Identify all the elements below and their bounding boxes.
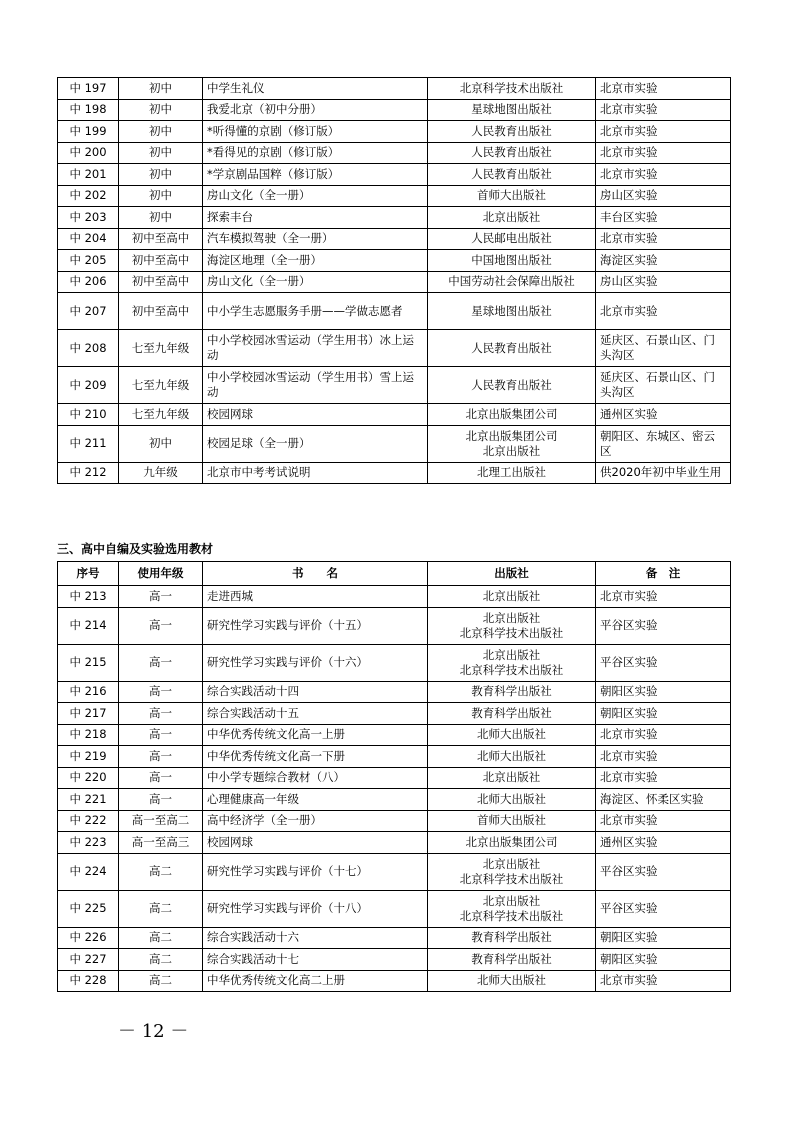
table-row — [58, 330, 731, 367]
publisher-cell: 教育科学出版社 — [428, 703, 596, 725]
num-cell: 中 215 — [58, 644, 119, 681]
note-cell: 朝阳区实验 — [596, 927, 731, 949]
grade-cell: 高一 — [119, 644, 203, 681]
publisher-cell: 北京出版社 — [428, 586, 596, 608]
table-row — [58, 462, 731, 484]
publisher-cell: 北京出版社 北京科学技术出版社 — [428, 890, 596, 927]
book-name-cell: 心理健康高一年级 — [203, 789, 428, 811]
publisher-cell: 北京出版社 — [428, 207, 596, 229]
note-cell: 平谷区实验 — [596, 607, 731, 644]
table-row — [58, 185, 731, 207]
table-row — [58, 425, 731, 462]
note-cell: 海淀区实验 — [596, 250, 731, 272]
grade-cell: 初中 — [119, 185, 203, 207]
table-row — [58, 970, 731, 992]
publisher-cell: 中国劳动社会保障出版社 — [428, 271, 596, 293]
book-name-cell: 走进西城 — [203, 586, 428, 608]
header-grade: 使用年级 — [119, 562, 203, 586]
book-name-cell: *看得见的京剧（修订版） — [203, 142, 428, 164]
table-row — [58, 927, 731, 949]
table-row — [58, 810, 731, 832]
grade-cell: 七至九年级 — [119, 367, 203, 404]
num-cell: 中 211 — [58, 425, 119, 462]
publisher-cell: 首师大出版社 — [428, 185, 596, 207]
grade-cell: 九年级 — [119, 462, 203, 484]
publisher-cell: 星球地图出版社 — [428, 99, 596, 121]
book-name-cell: 中小学校园冰雪运动（学生用书）雪上运动 — [203, 367, 428, 404]
num-cell: 中 222 — [58, 810, 119, 832]
table-row — [58, 271, 731, 293]
note-cell: 平谷区实验 — [596, 853, 731, 890]
note-cell: 北京市实验 — [596, 810, 731, 832]
num-cell: 中 207 — [58, 293, 119, 330]
table-row — [58, 767, 731, 789]
book-name-cell: 中小学生志愿服务手册——学做志愿者 — [203, 293, 428, 330]
grade-cell: 高二 — [119, 853, 203, 890]
note-cell: 延庆区、石景山区、门头沟区 — [596, 330, 731, 367]
num-cell: 中 214 — [58, 607, 119, 644]
note-cell: 北京市实验 — [596, 767, 731, 789]
num-cell: 中 228 — [58, 970, 119, 992]
table-row — [58, 367, 731, 404]
publisher-cell: 北京科学技术出版社 — [428, 78, 596, 100]
note-cell: 朝阳区实验 — [596, 681, 731, 703]
table-row — [58, 949, 731, 971]
grade-cell: 初中至高中 — [119, 250, 203, 272]
note-cell: 北京市实验 — [596, 142, 731, 164]
book-name-cell: 中华优秀传统文化高一上册 — [203, 724, 428, 746]
note-cell: 延庆区、石景山区、门头沟区 — [596, 367, 731, 404]
publisher-cell: 首师大出版社 — [428, 810, 596, 832]
table-row — [58, 607, 731, 644]
publisher-cell: 北京出版集团公司 北京出版社 — [428, 425, 596, 462]
grade-cell: 初中至高中 — [119, 271, 203, 293]
grade-cell: 七至九年级 — [119, 330, 203, 367]
note-cell: 北京市实验 — [596, 970, 731, 992]
grade-cell: 初中 — [119, 99, 203, 121]
publisher-cell: 北京出版社 — [428, 767, 596, 789]
book-name-cell: *听得懂的京剧（修订版） — [203, 121, 428, 143]
grade-cell: 高一至高二 — [119, 810, 203, 832]
num-cell: 中 204 — [58, 228, 119, 250]
num-cell: 中 216 — [58, 681, 119, 703]
publisher-cell: 教育科学出版社 — [428, 681, 596, 703]
book-name-cell: 房山文化（全一册） — [203, 185, 428, 207]
book-name-cell: 汽车模拟驾驶（全一册） — [203, 228, 428, 250]
grade-cell: 高一 — [119, 703, 203, 725]
num-cell: 中 197 — [58, 78, 119, 100]
note-cell: 北京市实验 — [596, 228, 731, 250]
num-cell: 中 198 — [58, 99, 119, 121]
note-cell: 平谷区实验 — [596, 890, 731, 927]
grade-cell: 高二 — [119, 949, 203, 971]
header-note: 备 注 — [596, 562, 731, 586]
book-name-cell: 中华优秀传统文化高二上册 — [203, 970, 428, 992]
grade-cell: 高一 — [119, 789, 203, 811]
grade-cell: 初中 — [119, 78, 203, 100]
publisher-cell: 人民邮电出版社 — [428, 228, 596, 250]
grade-cell: 初中至高中 — [119, 293, 203, 330]
book-name-cell: 中小学专题综合教材（八） — [203, 767, 428, 789]
section-title: 三、高中自编及实验选用教材 — [57, 542, 214, 556]
publisher-cell: 北理工出版社 — [428, 462, 596, 484]
table-row — [58, 293, 731, 330]
book-name-cell: 校园足球（全一册） — [203, 425, 428, 462]
grade-cell: 高一 — [119, 586, 203, 608]
publisher-cell: 北京出版社 北京科学技术出版社 — [428, 853, 596, 890]
table-body — [58, 78, 731, 484]
num-cell: 中 205 — [58, 250, 119, 272]
publisher-cell: 北京出版集团公司 — [428, 832, 596, 854]
publisher-cell: 北京出版社 北京科学技术出版社 — [428, 607, 596, 644]
table-row — [58, 99, 731, 121]
num-cell: 中 213 — [58, 586, 119, 608]
publisher-cell: 北师大出版社 — [428, 746, 596, 768]
num-cell: 中 219 — [58, 746, 119, 768]
table-row — [58, 207, 731, 229]
num-cell: 中 218 — [58, 724, 119, 746]
publisher-cell: 北师大出版社 — [428, 970, 596, 992]
grade-cell: 高二 — [119, 890, 203, 927]
book-name-cell: 北京市中考考试说明 — [203, 462, 428, 484]
table-body — [58, 586, 731, 992]
num-cell: 中 212 — [58, 462, 119, 484]
header-name: 书 名 — [203, 562, 428, 586]
grade-cell: 初中 — [119, 164, 203, 186]
num-cell: 中 217 — [58, 703, 119, 725]
num-cell: 中 201 — [58, 164, 119, 186]
grade-cell: 高一 — [119, 607, 203, 644]
num-cell: 中 224 — [58, 853, 119, 890]
publisher-cell: 中国地图出版社 — [428, 250, 596, 272]
book-name-cell: 校园网球 — [203, 832, 428, 854]
table-row — [58, 404, 731, 426]
table-row — [58, 703, 731, 725]
publisher-cell: 人民教育出版社 — [428, 330, 596, 367]
grade-cell: 高二 — [119, 970, 203, 992]
table-row — [58, 746, 731, 768]
table-row — [58, 228, 731, 250]
table-row — [58, 832, 731, 854]
num-cell: 中 206 — [58, 271, 119, 293]
book-name-cell: 中华优秀传统文化高一下册 — [203, 746, 428, 768]
note-cell: 平谷区实验 — [596, 644, 731, 681]
grade-cell: 高一至高三 — [119, 832, 203, 854]
publisher-cell: 教育科学出版社 — [428, 949, 596, 971]
num-cell: 中 202 — [58, 185, 119, 207]
num-cell: 中 200 — [58, 142, 119, 164]
note-cell: 北京市实验 — [596, 746, 731, 768]
note-cell: 北京市实验 — [596, 78, 731, 100]
note-cell: 朝阳区实验 — [596, 703, 731, 725]
publisher-cell: 人民教育出版社 — [428, 367, 596, 404]
table-row — [58, 890, 731, 927]
book-name-cell: 中学生礼仪 — [203, 78, 428, 100]
book-name-cell: 房山文化（全一册） — [203, 271, 428, 293]
grade-cell: 七至九年级 — [119, 404, 203, 426]
textbook-table-middle-school — [57, 77, 731, 484]
num-cell: 中 220 — [58, 767, 119, 789]
book-name-cell: 综合实践活动十四 — [203, 681, 428, 703]
note-cell: 北京市实验 — [596, 724, 731, 746]
publisher-cell: 教育科学出版社 — [428, 927, 596, 949]
grade-cell: 初中 — [119, 425, 203, 462]
publisher-cell: 人民教育出版社 — [428, 164, 596, 186]
grade-cell: 初中 — [119, 142, 203, 164]
table-row — [58, 164, 731, 186]
note-cell: 北京市实验 — [596, 586, 731, 608]
grade-cell: 高一 — [119, 681, 203, 703]
header-publisher: 出版社 — [428, 562, 596, 586]
grade-cell: 高一 — [119, 746, 203, 768]
header-num: 序号 — [58, 562, 119, 586]
grade-cell: 高一 — [119, 767, 203, 789]
table-row — [58, 681, 731, 703]
note-cell: 北京市实验 — [596, 164, 731, 186]
publisher-cell: 北师大出版社 — [428, 724, 596, 746]
note-cell: 海淀区、怀柔区实验 — [596, 789, 731, 811]
num-cell: 中 223 — [58, 832, 119, 854]
publisher-cell: 人民教育出版社 — [428, 142, 596, 164]
page-number: － 12 － — [118, 1021, 189, 1042]
table-row — [58, 789, 731, 811]
grade-cell: 高一 — [119, 724, 203, 746]
publisher-cell: 人民教育出版社 — [428, 121, 596, 143]
publisher-cell: 北师大出版社 — [428, 789, 596, 811]
book-name-cell: 研究性学习实践与评价（十七） — [203, 853, 428, 890]
publisher-cell: 北京出版社 北京科学技术出版社 — [428, 644, 596, 681]
table-row — [58, 142, 731, 164]
grade-cell: 初中 — [119, 121, 203, 143]
num-cell: 中 226 — [58, 927, 119, 949]
publisher-cell: 星球地图出版社 — [428, 293, 596, 330]
book-name-cell: 中小学校园冰雪运动（学生用书）冰上运动 — [203, 330, 428, 367]
table-header-row — [58, 562, 731, 586]
note-cell: 北京市实验 — [596, 293, 731, 330]
note-cell: 通州区实验 — [596, 832, 731, 854]
book-name-cell: 我爱北京（初中分册） — [203, 99, 428, 121]
table-row — [58, 250, 731, 272]
book-name-cell: 综合实践活动十五 — [203, 703, 428, 725]
note-cell: 房山区实验 — [596, 185, 731, 207]
note-cell: 北京市实验 — [596, 99, 731, 121]
grade-cell: 初中至高中 — [119, 228, 203, 250]
table-row — [58, 853, 731, 890]
book-name-cell: 校园网球 — [203, 404, 428, 426]
table-row — [58, 724, 731, 746]
book-name-cell: 综合实践活动十六 — [203, 927, 428, 949]
note-cell: 丰台区实验 — [596, 207, 731, 229]
table-row — [58, 644, 731, 681]
book-name-cell: 海淀区地理（全一册） — [203, 250, 428, 272]
book-name-cell: 探索丰台 — [203, 207, 428, 229]
grade-cell: 初中 — [119, 207, 203, 229]
book-name-cell: 高中经济学（全一册） — [203, 810, 428, 832]
publisher-cell: 北京出版集团公司 — [428, 404, 596, 426]
note-cell: 通州区实验 — [596, 404, 731, 426]
grade-cell: 高二 — [119, 927, 203, 949]
num-cell: 中 199 — [58, 121, 119, 143]
book-name-cell: 综合实践活动十七 — [203, 949, 428, 971]
table-row — [58, 586, 731, 608]
textbook-table-high-school — [57, 561, 731, 992]
note-cell: 朝阳区、东城区、密云区 — [596, 425, 731, 462]
note-cell: 房山区实验 — [596, 271, 731, 293]
note-cell: 北京市实验 — [596, 121, 731, 143]
num-cell: 中 227 — [58, 949, 119, 971]
table-row — [58, 121, 731, 143]
note-cell: 供2020年初中毕业生用 — [596, 462, 731, 484]
book-name-cell: 研究性学习实践与评价（十八） — [203, 890, 428, 927]
book-name-cell: 研究性学习实践与评价（十六） — [203, 644, 428, 681]
num-cell: 中 221 — [58, 789, 119, 811]
table-row — [58, 78, 731, 100]
book-name-cell: *学京剧品国粹（修订版） — [203, 164, 428, 186]
note-cell: 朝阳区实验 — [596, 949, 731, 971]
num-cell: 中 208 — [58, 330, 119, 367]
num-cell: 中 225 — [58, 890, 119, 927]
num-cell: 中 210 — [58, 404, 119, 426]
book-name-cell: 研究性学习实践与评价（十五） — [203, 607, 428, 644]
num-cell: 中 203 — [58, 207, 119, 229]
num-cell: 中 209 — [58, 367, 119, 404]
